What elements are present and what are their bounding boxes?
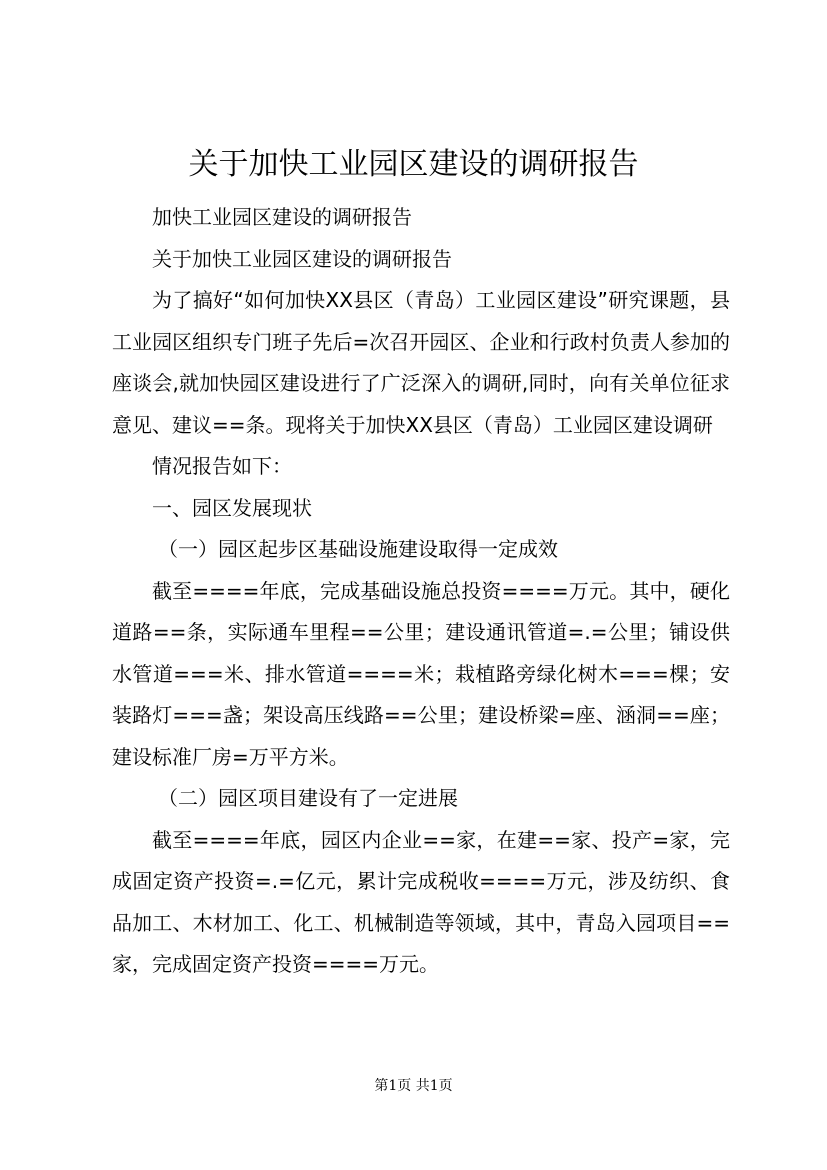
- paragraph-subtitle-1: 加快工业园区建设的调研报告: [152, 205, 412, 229]
- subsection-heading-1: （一）园区起步区基础设施建设取得一定成效: [158, 537, 558, 561]
- paragraph-projects: 截至====年底，园区内企业==家，在建==家、投产=家，完成固定资产投资=.=亿元，累计完成税收====万元，涉及纺织、食品加工、木材加工、化工、机械制造等领域，其中，青岛入园项目==家，完成固定资产投资====万元。: [112, 827, 730, 976]
- paragraph-intro-continued: 情况报告如下：: [152, 454, 292, 478]
- paragraph-infrastructure: 截至====年底，完成基础设施总投资====万元。其中，硬化道路==条，实际通车里程==公里；建设通讯管道=.=公里；铺设供水管道===米、排水管道====米；栽植路旁绿化树木===棵；安装路灯===盏；架设高压线路==公里；建设桥梁=座、涵洞==座；建设标准厂房=万平方米。: [112, 578, 730, 769]
- paragraph-subtitle-2: 关于加快工业园区建设的调研报告: [152, 246, 452, 271]
- document-body: [112, 197, 730, 986]
- page-number-footer: 第1页 共1页: [374, 1078, 453, 1094]
- document-title: 关于加快工业园区建设的调研报告: [188, 147, 639, 182]
- paragraph-intro: 为了搞好“如何加快XX县区（青岛）工业园区建设”研究课题，县工业园区组织专门班子先后=次召开园区、企业和行政村负责人参加的座谈会,就加快园区建设进行了广泛深入的调研,同时，向有关单位征求意见、建议==条。现将关于加快XX县区（青岛）工业园区建设调研: [112, 288, 730, 437]
- section-heading-1: 一、园区发展现状: [152, 495, 312, 520]
- subsection-heading-2: （二）园区项目建设有了一定进展: [158, 786, 458, 810]
